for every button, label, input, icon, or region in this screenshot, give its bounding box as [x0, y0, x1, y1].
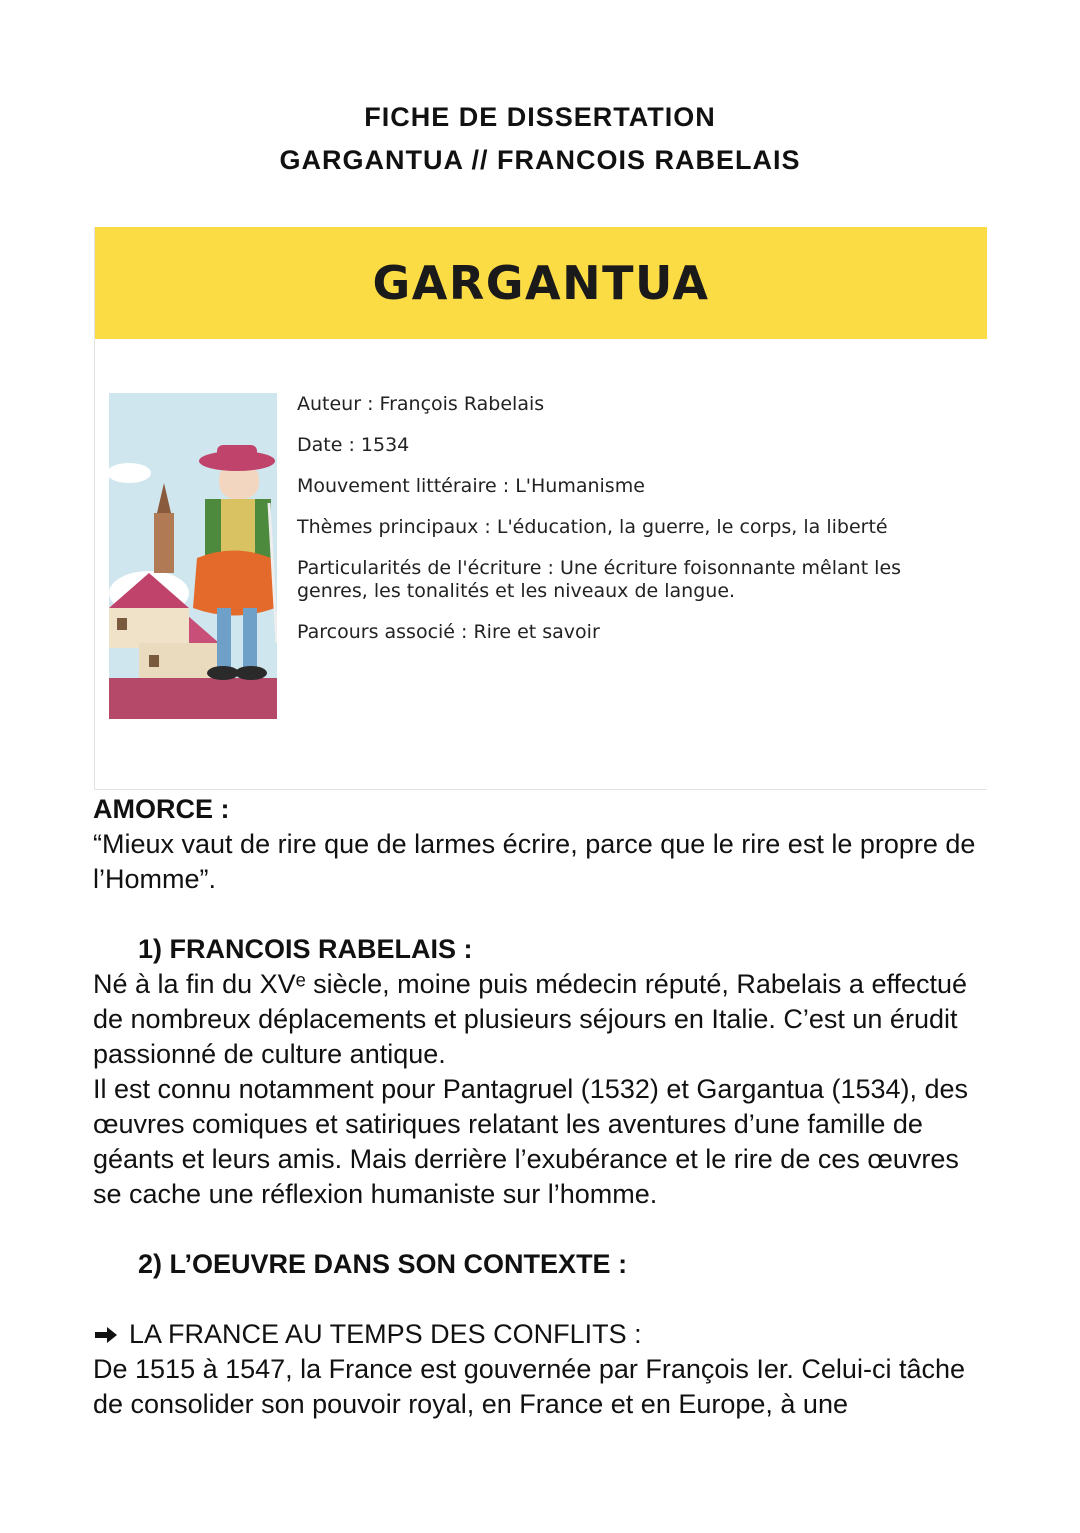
right-arrow-icon: [93, 1325, 119, 1345]
amorce-heading: AMORCE :: [93, 794, 230, 824]
fact-author: Auteur : François Rabelais: [297, 393, 545, 415]
fact-movement: Mouvement littéraire : L'Humanisme: [297, 475, 645, 497]
section1-paragraph-1: Né à la fin du XVᵉ siècle, moine puis médecin réputé, Rabelais a effectué de nombreux déplacements et plusieurs séjours en Italie. C’est un érudit passionné de culture antique.: [93, 969, 968, 1069]
fact-themes: Thèmes principaux : L'éducation, la guerre, le corps, la liberté: [297, 516, 888, 538]
book-card: [94, 227, 987, 790]
book-cover-illustration: [109, 393, 277, 719]
book-banner: [95, 227, 987, 339]
fact-writing: Particularités de l'écriture : Une écriture foisonnante mêlant les genres, les tonalités et les niveaux de langue.: [297, 557, 902, 602]
section1-paragraph-2: Il est connu notamment pour Pantagruel (1532) et Gargantua (1534), des œuvres comiques et satiriques relatant les aventures d’une famille de géants et leurs amis. Mais derrière l’exubérance et le rire de ces œuvres se cache une réflexion humaniste sur l’homme.: [93, 1074, 969, 1209]
book-title: GARGANTUA: [372, 256, 710, 310]
page-subtitle: GARGANTUA // FRANCOIS RABELAIS: [279, 145, 801, 175]
section2-subheading: LA FRANCE AU TEMPS DES CONFLITS :: [93, 1317, 993, 1352]
book-facts: [297, 393, 977, 662]
page-header: [0, 96, 1080, 182]
section1-heading: 1) FRANCOIS RABELAIS :: [138, 934, 473, 964]
fact-parcours: Parcours associé : Rire et savoir: [297, 621, 600, 643]
section2-heading: 2) L’OEUVRE DANS SON CONTEXTE :: [138, 1249, 628, 1279]
amorce-quote: “Mieux vaut de rire que de larmes écrire, parce que le rire est le propre de l’Homme”.: [93, 829, 976, 894]
section2-paragraph-1: De 1515 à 1547, la France est gouvernée par François Ier. Celui-ci tâche de consolider son pouvoir royal, en France et en Europe, à une: [93, 1354, 965, 1419]
fact-date: Date : 1534: [297, 434, 410, 456]
document-body: [93, 792, 993, 1422]
page-title: FICHE DE DISSERTATION: [364, 102, 716, 132]
